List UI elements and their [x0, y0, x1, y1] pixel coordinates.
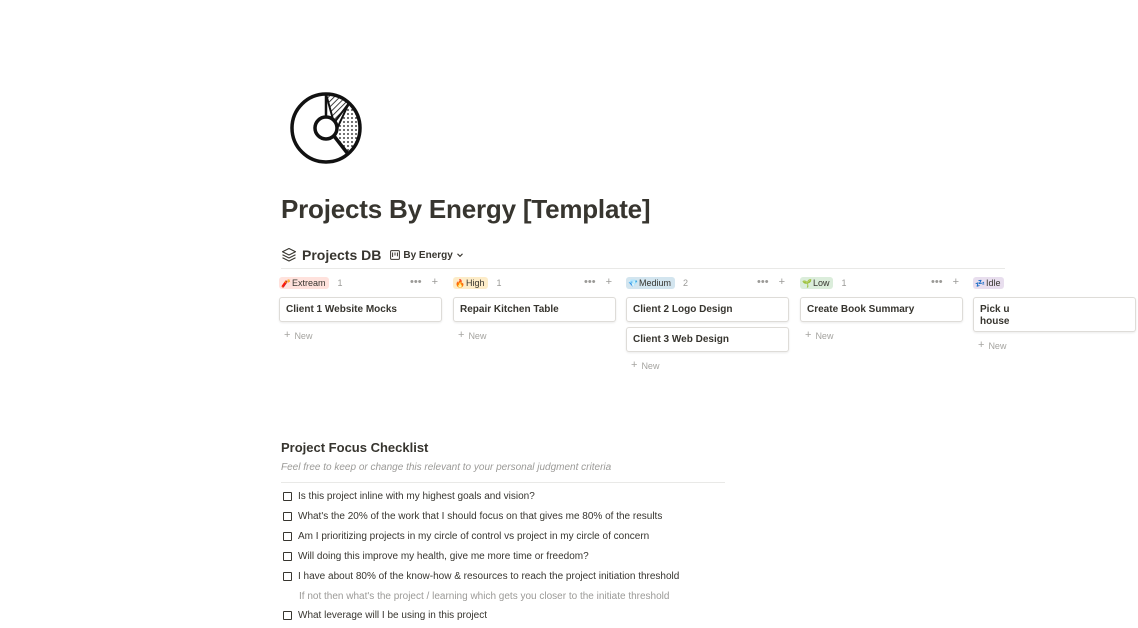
checklist-item [283, 551, 589, 562]
plus-icon: + [284, 329, 291, 341]
checklist-note: If not then what's the project / learning which gets you closer to the initiate threshold [299, 591, 670, 602]
add-icon[interactable]: + [431, 276, 438, 288]
status-tag[interactable] [626, 277, 675, 289]
database-title[interactable]: Projects DB [302, 247, 382, 263]
new-label: New [294, 330, 313, 341]
tag-emoji-icon: 🌱 [802, 278, 812, 288]
tag-label: Extream [291, 278, 326, 288]
checklist-item-label: Will doing this improve my health, give me more time or freedom? [298, 551, 589, 562]
board-divider [281, 268, 1005, 269]
board-column-idle [973, 274, 1138, 351]
checklist-item [283, 610, 487, 621]
card-title: Repair Kitchen Table [460, 304, 559, 315]
board-column-medium [626, 274, 791, 371]
more-icon[interactable]: ••• [931, 276, 943, 288]
column-count: 1 [496, 278, 502, 288]
checklist-item [283, 491, 535, 502]
board-card[interactable] [973, 297, 1136, 332]
board-column-extream [279, 274, 444, 341]
board-card[interactable] [626, 297, 789, 322]
more-icon[interactable]: ••• [410, 276, 422, 288]
tag-label: Medium [638, 278, 671, 288]
checklist-item-label: Is this project inline with my highest goals and vision? [298, 491, 535, 502]
view-switcher[interactable] [390, 250, 463, 261]
card-title: Pick u house [980, 304, 1010, 327]
checklist-item-label: I have about 80% of the know-how & resources to reach the project initiation threshold [298, 571, 680, 582]
more-icon[interactable]: ••• [584, 276, 596, 288]
new-card-button[interactable] [284, 330, 444, 341]
plus-icon: + [978, 339, 985, 351]
card-title: Client 2 Logo Design [633, 304, 733, 315]
card-title: Client 1 Website Mocks [286, 304, 397, 315]
board-card[interactable] [626, 327, 789, 352]
checklist-divider [281, 482, 725, 483]
board-card[interactable] [453, 297, 616, 322]
more-icon[interactable]: ••• [757, 276, 769, 288]
card-title: Create Book Summary [807, 304, 915, 315]
checkbox[interactable] [283, 552, 292, 561]
add-icon[interactable]: + [952, 276, 959, 288]
column-header [973, 274, 1138, 292]
checklist-item-label: What's the 20% of the work that I should focus on that gives me 80% of the results [298, 511, 663, 522]
checkbox[interactable] [283, 532, 292, 541]
new-label: New [468, 330, 487, 341]
stack-icon [281, 247, 297, 263]
new-label: New [988, 340, 1007, 351]
tag-emoji-icon: 💎 [628, 278, 638, 288]
board-card[interactable] [800, 297, 963, 322]
column-count: 2 [682, 278, 688, 288]
new-card-button[interactable] [805, 330, 965, 341]
column-actions [410, 277, 438, 288]
tag-emoji-icon: 💤 [975, 278, 985, 288]
tag-emoji-icon: 🔥 [455, 278, 465, 288]
checkbox[interactable] [283, 492, 292, 501]
column-actions [931, 277, 959, 288]
checkbox[interactable] [283, 512, 292, 521]
page-icon[interactable] [286, 88, 366, 168]
board [279, 274, 1010, 394]
tag-emoji-icon: 🧨 [281, 278, 291, 288]
column-header [279, 274, 444, 292]
column-count: 1 [841, 278, 847, 288]
add-icon[interactable]: + [778, 276, 785, 288]
database-header [281, 245, 464, 265]
board-column-low [800, 274, 965, 341]
column-actions [584, 277, 612, 288]
checkbox[interactable] [283, 611, 292, 620]
column-header [453, 274, 618, 292]
plus-icon: + [805, 329, 812, 341]
checklist-item [283, 531, 649, 542]
board-view-icon [390, 250, 400, 260]
checklist-subtitle: Feel free to keep or change this relevant to your personal judgment criteria [281, 462, 612, 473]
board-column-high [453, 274, 618, 341]
status-tag[interactable] [800, 277, 833, 289]
checklist-item [283, 571, 679, 582]
plus-icon: + [631, 359, 638, 371]
add-icon[interactable]: + [605, 276, 612, 288]
column-header [626, 274, 791, 292]
new-card-button[interactable] [978, 340, 1138, 351]
checklist-item-label: What leverage will I be using in this project [298, 610, 487, 621]
new-card-button[interactable] [458, 330, 618, 341]
new-card-button[interactable] [631, 360, 791, 371]
checkbox[interactable] [283, 572, 292, 581]
status-tag[interactable] [973, 277, 1004, 289]
tag-label: High [465, 278, 485, 288]
new-label: New [815, 330, 834, 341]
checklist-item [283, 511, 662, 522]
tag-label: Idle [985, 278, 1001, 288]
card-title: Client 3 Web Design [633, 334, 729, 345]
status-tag[interactable] [453, 277, 488, 289]
checklist-item-label: Am I prioritizing projects in my circle of control vs project in my circle of concern [298, 531, 650, 542]
column-count: 1 [337, 278, 343, 288]
checklist-title: Project Focus Checklist [281, 440, 429, 455]
plus-icon: + [458, 329, 465, 341]
status-tag[interactable] [279, 277, 329, 289]
column-header [800, 274, 965, 292]
view-label: By Energy [403, 249, 453, 261]
chevron-down-icon [456, 251, 464, 259]
page-title: Projects By Energy [Template] [281, 194, 651, 224]
board-card[interactable] [279, 297, 442, 322]
column-actions [757, 277, 785, 288]
new-label: New [641, 360, 660, 371]
tag-label: Low [812, 278, 830, 288]
